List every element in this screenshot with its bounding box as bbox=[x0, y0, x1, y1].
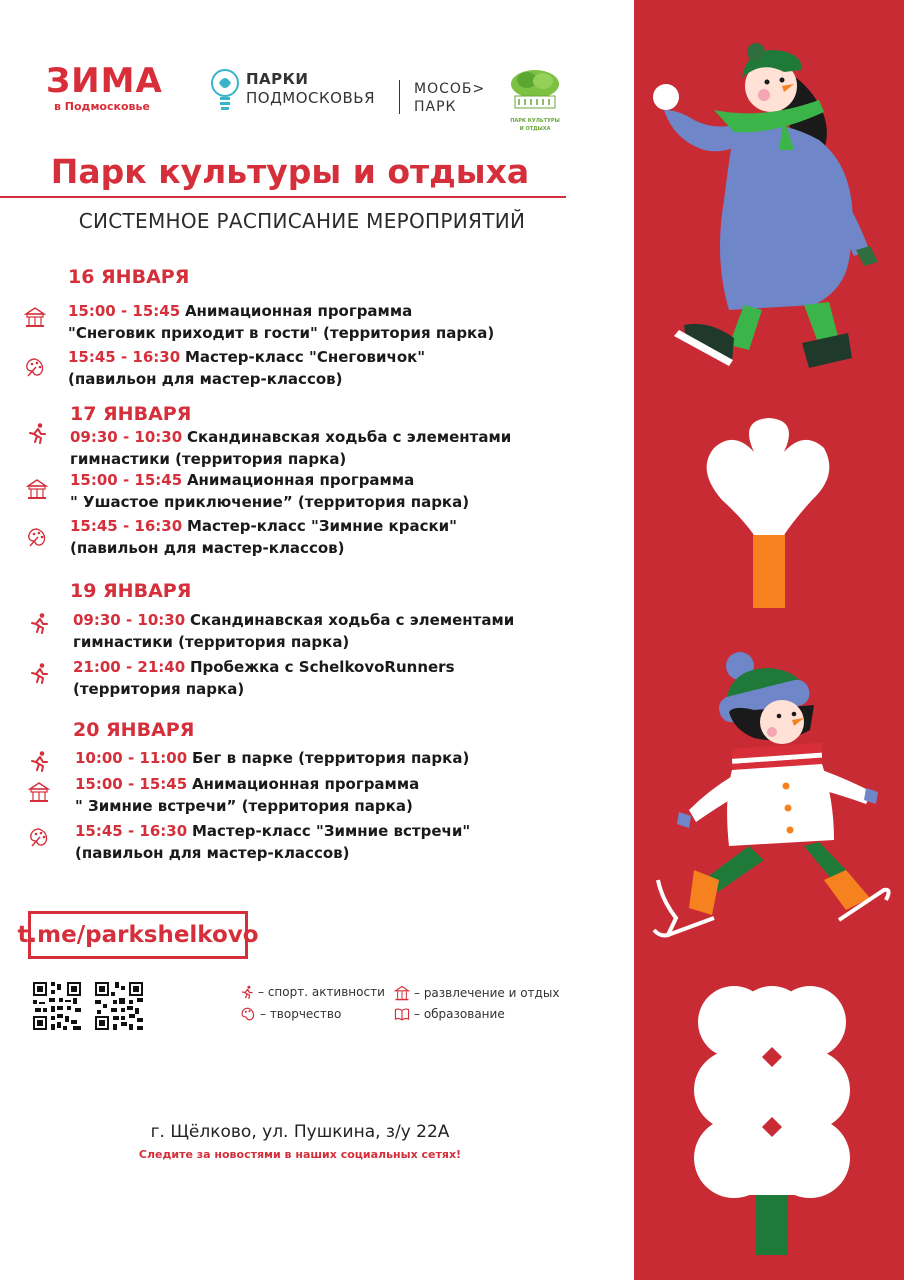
event-time: 15:45 - 16:30 bbox=[68, 348, 181, 366]
event-item bbox=[68, 300, 588, 344]
runner-icon bbox=[28, 750, 50, 772]
zima-logo-title: ЗИМА bbox=[46, 61, 163, 101]
event-details: " Ушастое приключение” (территория парка) bbox=[70, 493, 470, 511]
telegram-link-text[interactable]: t.me/parkshelkovo bbox=[17, 922, 259, 948]
mosob-line-2: ПАРК bbox=[414, 99, 457, 115]
event-time: 21:00 - 21:40 bbox=[73, 658, 186, 676]
day-heading: 17 ЯНВАРЯ bbox=[70, 403, 192, 425]
event-name: Пробежка с SchelkovoRunners bbox=[189, 658, 455, 676]
parki-podmoskovya-logo bbox=[210, 66, 375, 112]
day-heading: 20 ЯНВАРЯ bbox=[73, 719, 195, 741]
event-name: Бег в парке (территория парка) bbox=[191, 749, 470, 767]
event-time: 09:30 - 10:30 bbox=[70, 428, 183, 446]
event-time: 15:45 - 16:30 bbox=[70, 517, 183, 535]
event-name: Скандинавская ходьба с элементами bbox=[189, 611, 515, 629]
book-icon bbox=[394, 1006, 410, 1022]
event-details: (павильон для мастер-классов) bbox=[75, 844, 350, 862]
event-details: (павильон для мастер-классов) bbox=[68, 370, 343, 388]
event-item bbox=[73, 656, 593, 700]
address: г. Щёлково, ул. Пушкина, з/у 22А bbox=[150, 1122, 450, 1142]
event-item bbox=[70, 426, 590, 470]
lightbulb-icon bbox=[210, 66, 240, 112]
event-details: (территория парка) bbox=[73, 680, 245, 698]
telegram-link[interactable] bbox=[17, 911, 259, 959]
tree-illustration bbox=[707, 418, 830, 608]
park-logo-caption-2: И ОТДЫХА bbox=[519, 126, 551, 132]
legend-entertainment-label: – развлечение и отдых bbox=[414, 986, 560, 1000]
logo-divider bbox=[399, 80, 400, 114]
event-time: 15:00 - 15:45 bbox=[75, 775, 188, 793]
carousel-icon bbox=[394, 985, 410, 1001]
event-item bbox=[75, 747, 595, 769]
page-title: Парк культуры и отдыха bbox=[50, 152, 530, 191]
parki-logo-text bbox=[246, 70, 375, 108]
park-logo-caption-1: ПАРК КУЛЬТУРЫ bbox=[510, 118, 560, 124]
parki-line-1: ПАРКИ bbox=[246, 70, 309, 88]
event-item bbox=[75, 773, 595, 817]
qr-code-icon[interactable] bbox=[33, 982, 81, 1030]
day-heading: 16 ЯНВАРЯ bbox=[68, 266, 190, 288]
mosobpark-logo bbox=[414, 80, 485, 116]
event-name: Анимационная программа bbox=[186, 471, 415, 489]
event-name: Анимационная программа bbox=[191, 775, 420, 793]
parki-line-2: ПОДМОСКОВЬЯ bbox=[246, 89, 375, 107]
event-name: Скандинавская ходьба с элементами bbox=[186, 428, 512, 446]
event-details: " Зимние встречи” (территория парка) bbox=[75, 797, 413, 815]
event-details: гимнастики (территория парка) bbox=[73, 633, 350, 651]
title-underline bbox=[0, 196, 566, 198]
day-heading: 19 ЯНВАРЯ bbox=[70, 580, 192, 602]
carousel-icon bbox=[26, 478, 48, 500]
event-name: Мастер-класс "Зимние встречи" bbox=[191, 822, 471, 840]
event-item bbox=[70, 515, 590, 559]
event-item bbox=[70, 469, 590, 513]
palette-icon bbox=[240, 1006, 256, 1022]
event-item bbox=[68, 346, 588, 390]
tree-emblem-icon bbox=[507, 68, 563, 112]
zima-logo-subtitle: в Подмосковье bbox=[54, 100, 150, 113]
palette-icon bbox=[24, 356, 46, 378]
legend-creativity bbox=[240, 1006, 341, 1022]
runner-icon bbox=[28, 662, 50, 684]
mosob-line-1: МОСОБ> bbox=[414, 81, 486, 97]
event-name: Анимационная программа bbox=[184, 302, 413, 320]
follow-notice: Следите за новостями в наших социальных сетях! bbox=[138, 1148, 462, 1161]
carousel-icon bbox=[24, 306, 46, 328]
runner-icon bbox=[240, 985, 254, 999]
runner-icon bbox=[28, 612, 50, 634]
event-item bbox=[73, 609, 593, 653]
legend-education-label: – образование bbox=[414, 1007, 505, 1021]
palette-icon bbox=[28, 826, 50, 848]
event-details: (павильон для мастер-классов) bbox=[70, 539, 345, 557]
event-details: гимнастики (территория парка) bbox=[70, 450, 347, 468]
girl-snowball-illustration bbox=[653, 43, 878, 368]
page-subtitle: СИСТЕМНОЕ РАСПИСАНИЕ МЕРОПРИЯТИЙ bbox=[78, 209, 526, 233]
legend-education bbox=[394, 1006, 505, 1022]
event-time: 09:30 - 10:30 bbox=[73, 611, 186, 629]
event-name: Мастер-класс "Зимние краски" bbox=[186, 517, 457, 535]
legend-sport bbox=[240, 985, 385, 999]
qr-code-icon[interactable] bbox=[95, 982, 143, 1030]
event-item bbox=[75, 820, 595, 864]
winter-illustration bbox=[634, 0, 904, 1280]
shchelkovo-park-logo bbox=[505, 68, 565, 132]
event-time: 15:45 - 16:30 bbox=[75, 822, 188, 840]
event-time: 15:00 - 15:45 bbox=[68, 302, 181, 320]
zima-logo bbox=[46, 61, 163, 113]
carousel-icon bbox=[28, 781, 50, 803]
event-time: 15:00 - 15:45 bbox=[70, 471, 183, 489]
runner-icon bbox=[26, 422, 48, 444]
legend-sport-label: – спорт. активности bbox=[258, 985, 385, 999]
event-details: "Снеговик приходит в гости" (территория парка) bbox=[68, 324, 495, 342]
illustration-panel bbox=[634, 0, 904, 1280]
tree-illustration bbox=[694, 986, 850, 1255]
legend-creativity-label: – творчество bbox=[260, 1007, 342, 1021]
legend-entertainment bbox=[394, 985, 559, 1001]
event-name: Мастер-класс "Снеговичок" bbox=[184, 348, 426, 366]
palette-icon bbox=[26, 526, 48, 548]
event-time: 10:00 - 11:00 bbox=[75, 749, 188, 767]
boy-skating-illustration bbox=[654, 652, 889, 935]
